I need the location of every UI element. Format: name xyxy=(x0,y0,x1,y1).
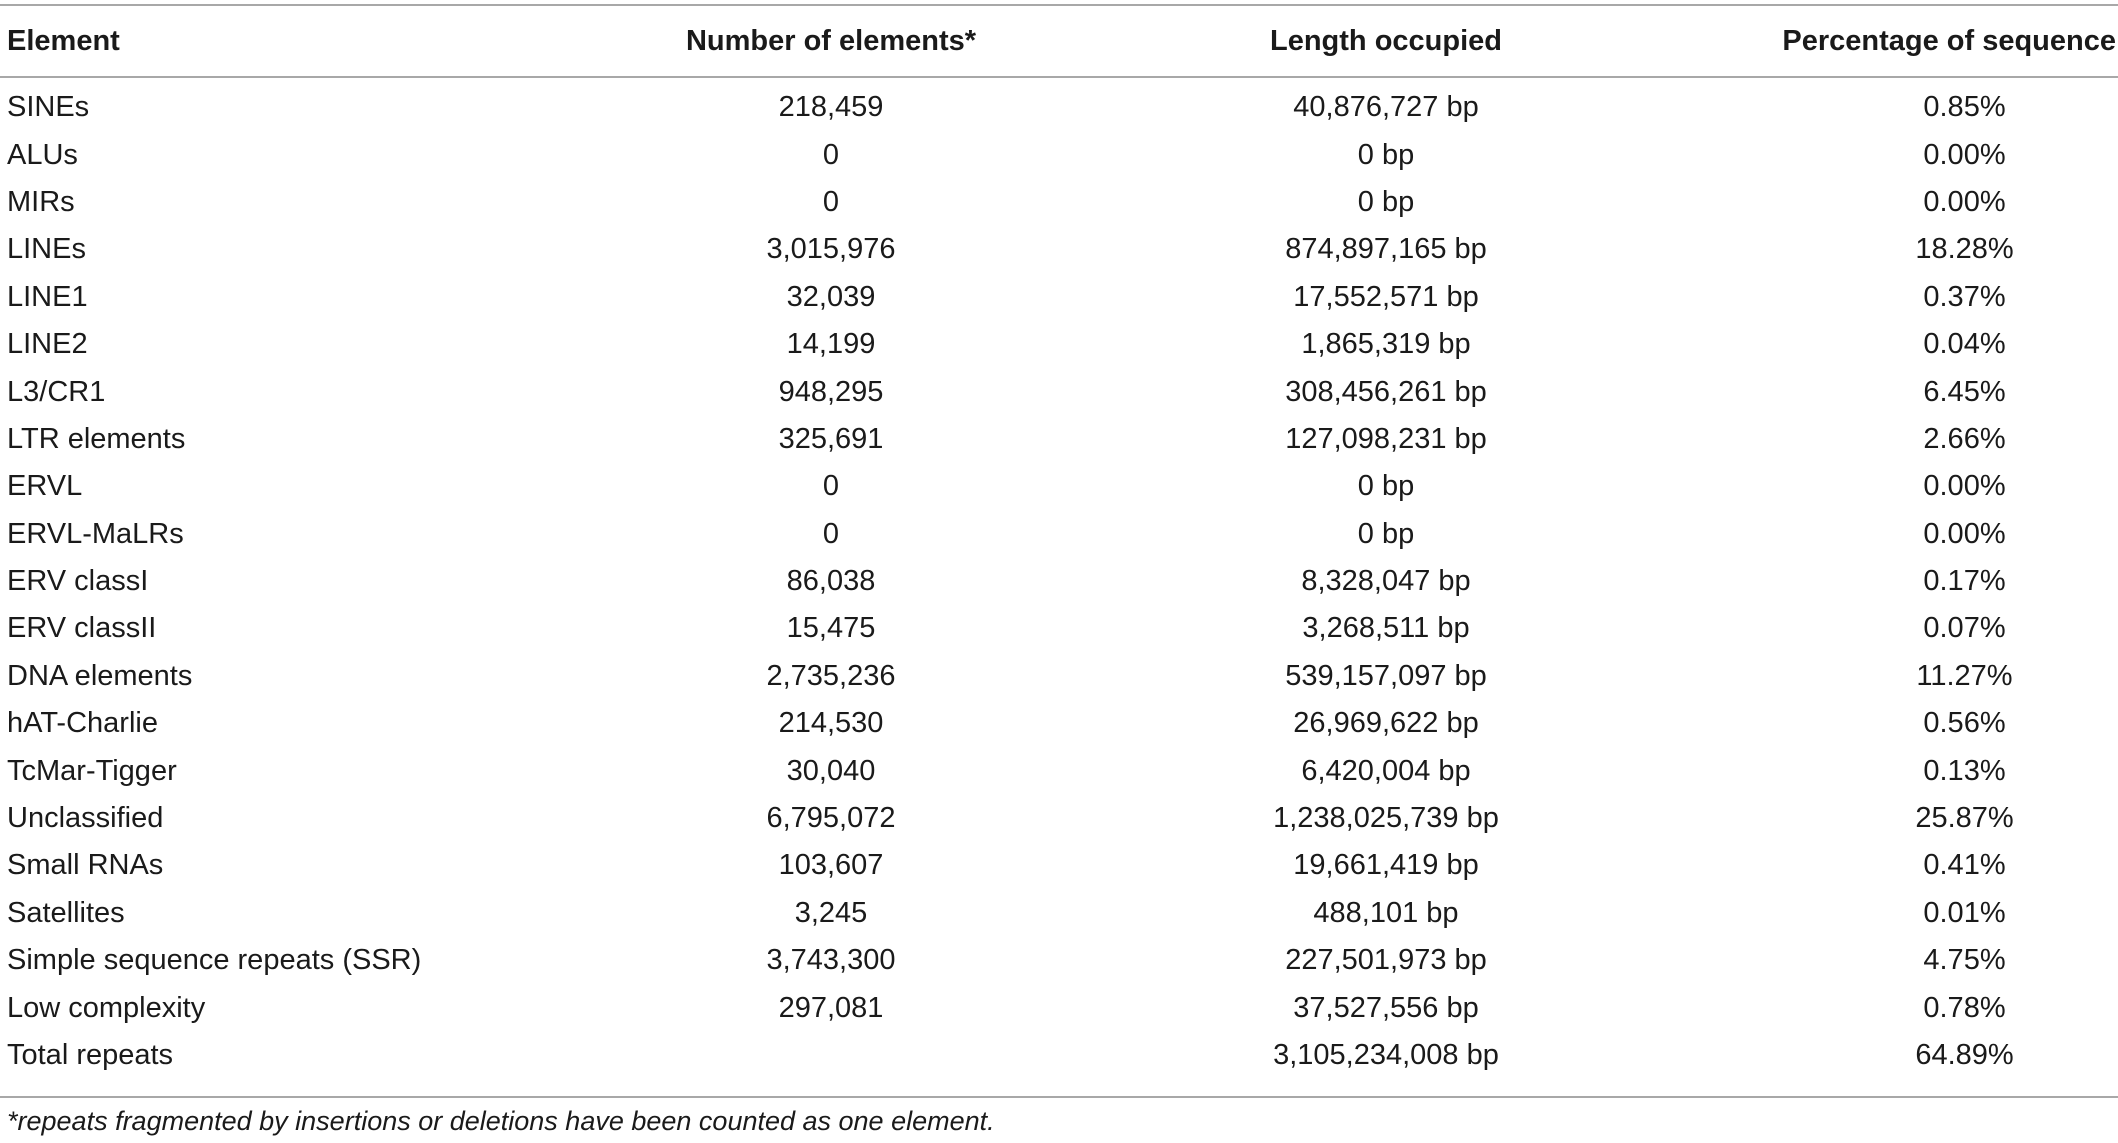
cell-percentage: 64.89% xyxy=(1915,1039,2014,1071)
cell-length-occupied: 0 bp xyxy=(1357,185,1415,218)
cell-number-of-elements: 86,038 xyxy=(786,565,876,598)
cell-length-occupied: 0 bp xyxy=(1357,470,1415,503)
cell-element: ERVL-MaLRs xyxy=(7,517,184,550)
table-row xyxy=(0,890,2118,937)
cell-percentage: 18.28% xyxy=(1915,233,2014,266)
cell-length-occupied: 1,865,319 bp xyxy=(1301,328,1471,361)
table-row xyxy=(0,700,2118,747)
cell-element: Small RNAs xyxy=(7,849,164,882)
cell-length-occupied: 17,552,571 bp xyxy=(1293,280,1479,313)
header-length-occupied: Length occupied xyxy=(1270,24,1502,57)
cell-percentage: 4.75% xyxy=(1923,944,2006,977)
cell-number-of-elements xyxy=(546,1032,1116,1079)
cell-number-of-elements: 214,530 xyxy=(778,707,884,740)
cell-number-of-elements: 3,245 xyxy=(794,896,868,929)
cell-element: LINEs xyxy=(7,233,86,266)
cell-element: TcMar-Tigger xyxy=(7,754,177,787)
header-percentage-of-sequence: Percentage of sequence xyxy=(1782,24,2116,57)
table-row xyxy=(0,795,2118,842)
cell-number-of-elements: 15,475 xyxy=(786,612,876,645)
cell-percentage: 0.41% xyxy=(1923,849,2006,882)
cell-length-occupied: 6,420,004 bp xyxy=(1301,754,1471,787)
cell-percentage: 0.85% xyxy=(1923,91,2006,124)
cell-percentage: 0.00% xyxy=(1923,185,2006,218)
cell-number-of-elements: 218,459 xyxy=(778,91,884,124)
cell-element: Simple sequence repeats (SSR) xyxy=(7,944,422,977)
cell-length-occupied: 19,661,419 bp xyxy=(1293,849,1479,882)
table-row xyxy=(0,747,2118,794)
cell-percentage: 0.17% xyxy=(1923,565,2006,598)
cell-element: ALUs xyxy=(7,138,78,171)
table-row xyxy=(0,463,2118,510)
header-element: Element xyxy=(7,24,120,57)
table-row xyxy=(0,416,2118,463)
cell-number-of-elements: 0 xyxy=(822,470,840,503)
table-row xyxy=(0,653,2118,700)
cell-element: ERV classI xyxy=(7,565,149,598)
cell-number-of-elements: 103,607 xyxy=(778,849,884,882)
table-footnote: *repeats fragmented by insertions or deletions have been counted as one element. xyxy=(7,1106,995,1136)
cell-percentage: 0.04% xyxy=(1923,328,2006,361)
cell-length-occupied: 308,456,261 bp xyxy=(1285,375,1487,408)
cell-number-of-elements: 948,295 xyxy=(778,375,884,408)
repeat-elements-table xyxy=(0,6,2118,1079)
cell-percentage: 0.56% xyxy=(1923,707,2006,740)
table-row xyxy=(0,511,2118,558)
cell-element: Low complexity xyxy=(7,991,206,1024)
cell-length-occupied: 3,268,511 bp xyxy=(1302,612,1470,645)
cell-element: ERV classII xyxy=(7,612,157,645)
cell-percentage: 0.01% xyxy=(1923,896,2006,929)
cell-number-of-elements: 32,039 xyxy=(786,280,876,313)
table-row xyxy=(0,179,2118,226)
cell-length-occupied: 539,157,097 bp xyxy=(1285,659,1487,692)
table-row xyxy=(0,842,2118,889)
cell-element: Satellites xyxy=(7,896,125,929)
cell-element: L3/CR1 xyxy=(7,375,106,408)
cell-element: LINE1 xyxy=(7,280,88,313)
table-row xyxy=(0,937,2118,984)
cell-element: SINEs xyxy=(7,91,90,124)
table-header-row xyxy=(0,6,2118,76)
cell-length-occupied: 1,238,025,739 bp xyxy=(1273,802,1499,835)
cell-number-of-elements: 6,795,072 xyxy=(766,802,896,835)
cell-number-of-elements: 0 xyxy=(822,185,840,218)
table-row xyxy=(0,76,2118,131)
table-row xyxy=(0,558,2118,605)
cell-number-of-elements: 297,081 xyxy=(778,991,884,1024)
cell-percentage: 0.00% xyxy=(1923,138,2006,171)
cell-number-of-elements: 0 xyxy=(822,138,840,171)
table-row xyxy=(0,321,2118,368)
cell-number-of-elements: 325,691 xyxy=(778,422,884,455)
cell-length-occupied: 3,105,234,008 bp xyxy=(1273,1039,1499,1071)
header-number-of-elements: Number of elements* xyxy=(685,24,977,57)
cell-percentage: 0.00% xyxy=(1923,517,2006,550)
cell-percentage: 0.37% xyxy=(1923,280,2006,313)
cell-length-occupied: 127,098,231 bp xyxy=(1285,422,1487,455)
cell-number-of-elements: 0 xyxy=(822,517,840,550)
cell-element: hAT-Charlie xyxy=(7,707,158,740)
cell-number-of-elements: 3,743,300 xyxy=(766,944,896,977)
cell-number-of-elements: 30,040 xyxy=(786,754,876,787)
cell-length-occupied: 227,501,973 bp xyxy=(1285,944,1487,977)
cell-element: Unclassified xyxy=(7,802,164,835)
cell-element: DNA elements xyxy=(7,659,193,692)
table-row xyxy=(0,131,2118,178)
cell-element: MIRs xyxy=(7,185,75,218)
cell-length-occupied: 26,969,622 bp xyxy=(1293,707,1479,740)
cell-length-occupied: 0 bp xyxy=(1357,517,1415,550)
cell-length-occupied: 8,328,047 bp xyxy=(1301,565,1471,598)
cell-percentage: 11.27% xyxy=(1916,659,2013,692)
cell-percentage: 25.87% xyxy=(1915,802,2014,835)
cell-element: LINE2 xyxy=(7,328,88,361)
cell-percentage: 0.00% xyxy=(1923,470,2006,503)
cell-element: ERVL xyxy=(7,470,83,503)
table-row xyxy=(0,1032,2118,1079)
table-row xyxy=(0,605,2118,652)
cell-percentage: 2.66% xyxy=(1923,422,2006,455)
cell-number-of-elements: 2,735,236 xyxy=(766,659,896,692)
cell-number-of-elements: 14,199 xyxy=(786,328,876,361)
cell-length-occupied: 0 bp xyxy=(1357,138,1415,171)
cell-element: LTR elements xyxy=(7,422,186,455)
table-row xyxy=(0,368,2118,415)
cell-percentage: 0.78% xyxy=(1923,991,2006,1024)
table-row xyxy=(0,984,2118,1031)
cell-percentage: 6.45% xyxy=(1923,375,2006,408)
cell-length-occupied: 488,101 bp xyxy=(1313,896,1459,929)
cell-length-occupied: 40,876,727 bp xyxy=(1293,91,1479,124)
cell-percentage: 0.07% xyxy=(1923,612,2006,645)
table-row xyxy=(0,274,2118,321)
cell-length-occupied: 874,897,165 bp xyxy=(1285,233,1487,266)
cell-length-occupied: 37,527,556 bp xyxy=(1293,991,1479,1024)
cell-element: Total repeats xyxy=(7,1039,174,1071)
cell-number-of-elements: 3,015,976 xyxy=(766,233,896,266)
table-bottom-rule xyxy=(0,1096,2118,1098)
table-body xyxy=(0,76,2118,1079)
table-row xyxy=(0,226,2118,273)
cell-percentage: 0.13% xyxy=(1923,754,2006,787)
